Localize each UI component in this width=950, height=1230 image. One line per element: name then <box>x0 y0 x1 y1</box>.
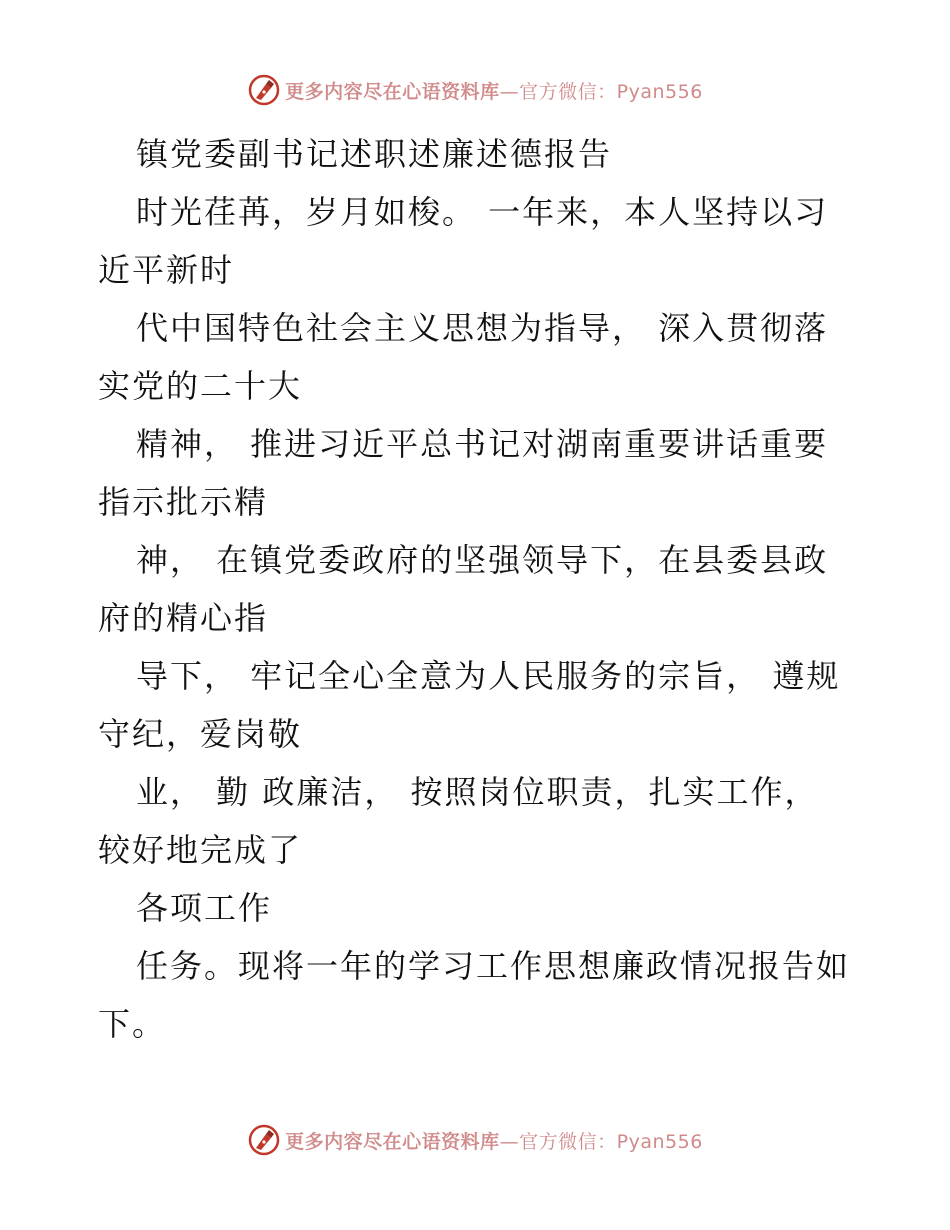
paragraph-line: 近平新时 <box>98 251 235 289</box>
paragraph-line: 较好地完成了 <box>98 831 303 869</box>
banner-text-main: 更多内容尽在心语资料库 <box>285 1130 500 1153</box>
paragraph-line: 任务。现将一年的学习工作思想廉政情况报告如 <box>136 947 851 985</box>
pen-nib-logo-icon <box>247 1123 281 1157</box>
banner-text <box>285 1127 703 1154</box>
footer-banner <box>0 1120 950 1160</box>
banner-text-tail: —官方微信：Pyan556 <box>499 1130 703 1153</box>
banner-text-main: 更多内容尽在心语资料库 <box>285 80 500 103</box>
header-banner <box>0 70 950 110</box>
document-body <box>98 125 858 1053</box>
paragraph-line: 指示批示精 <box>98 483 269 521</box>
banner-text-tail: —官方微信：Pyan556 <box>499 80 703 103</box>
document-title: 镇党委副书记述职述廉述德报告 <box>136 135 613 173</box>
paragraph-line: 守纪，爱岗敬 <box>98 715 303 753</box>
pen-nib-logo-icon <box>247 73 281 107</box>
paragraph-line: 神， 在镇党委政府的坚强领导下，在县委县政 <box>136 541 829 579</box>
paragraph-line: 精神， 推进习近平总书记对湖南重要讲话重要 <box>136 425 829 463</box>
paragraph-line: 下。 <box>98 1005 167 1043</box>
paragraph-line: 时光荏苒，岁月如梭。 一年来，本人坚持以习 <box>136 193 829 231</box>
paragraph-line: 导下， 牢记全心全意为人民服务的宗旨， 遵规 <box>136 657 841 695</box>
paragraph-line: 府的精心指 <box>98 599 269 637</box>
paragraph-line: 实党的二十大 <box>98 367 303 405</box>
banner-text <box>285 77 703 104</box>
paragraph-line: 各项工作 <box>136 889 273 927</box>
paragraph-line: 业， 勤 政廉洁， 按照岗位职责，扎实工作， <box>136 773 819 811</box>
paragraph-line: 代中国特色社会主义思想为指导， 深入贯彻落 <box>136 309 829 347</box>
